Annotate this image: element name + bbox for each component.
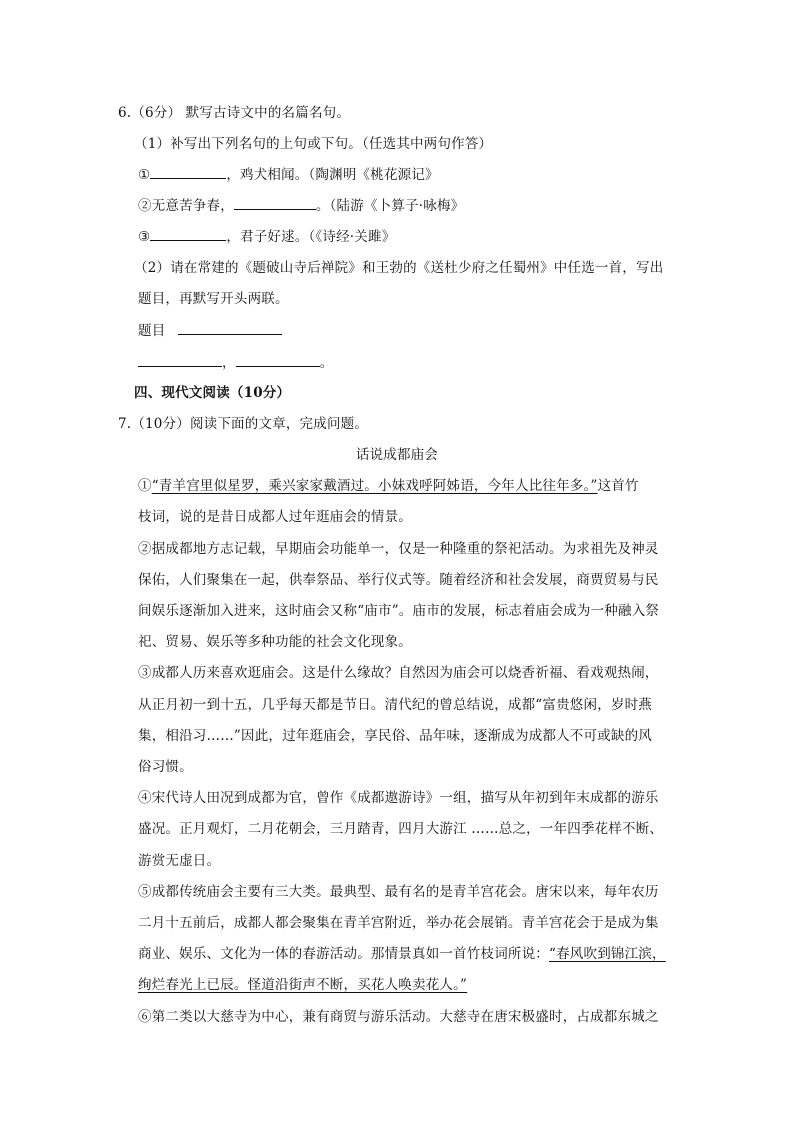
p1-poem-underlined: “青羊宫里似星罗，乘兴家家戴酒过。小妹戏呼阿姊语，今年人比往年多。” <box>151 478 598 494</box>
p5-poem-underlined-2: 绚烂春光上已辰。怪道沿街声不断，买花人唤卖花人。” <box>138 977 468 993</box>
q6-item1-blank[interactable] <box>150 164 226 179</box>
q6-couplet-comma: ， <box>222 355 236 371</box>
q6-title-blank[interactable] <box>178 320 282 335</box>
p3-line2: 从正月初一到十五，几乎每天都是节日。清代纪的曾总结说，成都“富贵悠闲，岁时燕 <box>138 697 653 713</box>
q6-item1-text: ，鸡犬相闻。（陶渊明《桃花源记》 <box>226 167 439 183</box>
p5-line1: ⑤成都传统庙会主要有三大类。最典型、最有名的是青羊宫花会。唐宋以来，每年农历 <box>138 884 659 900</box>
p5-line4 <box>138 975 467 995</box>
p5-line2: 二月十五前后，成都人都会聚集在青羊宫附近，举办花会展销。青羊宫花会于是成为集 <box>138 915 659 931</box>
p4-line3: 游赏无虚日。 <box>138 853 221 869</box>
q6-item3-blank[interactable] <box>150 226 226 241</box>
q6-couplet-period: 。 <box>319 355 334 371</box>
p2-line2: 保佑，人们聚集在一起，供奉祭品、举行仪式等。随着经济和社会发展，商贾贸易与民 <box>138 572 659 588</box>
q6-item3-text: ，君子好逑。（《诗经·关雎》 <box>226 229 396 245</box>
p3-line1: ③成都人历来喜欢逛庙会。这是什么缘故？自然因为庙会可以烧香祈福、看戏观热闹， <box>138 665 659 681</box>
p4-line2: 盛况。正月观灯，二月花朝会，三月踏青，四月大游江 ……总之，一年四季花样不断、 <box>138 821 664 837</box>
q6-title-row <box>138 320 282 341</box>
p5-poem-underlined-1: “春风吹到锦江滨， <box>549 946 666 962</box>
p3-line4: 俗习惯。 <box>138 759 193 775</box>
q6-item1-num: ① <box>138 167 151 183</box>
q7-header: 7.（10分）阅读下面的文章，完成问题。 <box>118 416 369 432</box>
p1-rest: 这首竹 <box>597 478 639 494</box>
p5-line3 <box>138 944 666 964</box>
q6-part2-line2: 题目，再默写开头两联。 <box>138 291 289 307</box>
q6-item2-blank[interactable] <box>234 195 316 210</box>
q6-part1-intro: （1）补写出下列名句的上句或下句。（任选其中两句作答） <box>134 136 493 152</box>
p5-line3-text: 商业、娱乐、文化为一体的春游活动。那情景真如一首竹枝词所说： <box>138 946 549 962</box>
q6-item3-num: ③ <box>138 229 151 245</box>
q6-header: 6.（6分） 默写古诗文中的名篇名句。 <box>118 105 351 121</box>
section4-heading: 四、现代文阅读（10分） <box>134 385 291 401</box>
q6-part2-line1: （2）请在常建的《题破山寺后禅院》和王勃的《送杜少府之任蜀州》中任选一首，写出 <box>134 260 664 276</box>
q6-item2 <box>138 195 464 216</box>
p2-line1: ②据成都地方志记载，早期庙会功能单一，仅是一种隆重的祭祀活动。为求祖先及神灵 <box>138 541 659 557</box>
q6-item3 <box>138 226 395 247</box>
article-title: 话说成都庙会 <box>355 447 439 463</box>
p2-line3: 间娱乐逐渐加入进来，这时庙会又称“庙市”。庙市的发展，标志着庙会成为一种融入祭 <box>138 603 660 619</box>
p6-line1: ⑥第二类以大慈寺为中心，兼有商贸与游乐活动。大慈寺在唐宋极盛时，占成都东城之 <box>138 1009 659 1025</box>
p1-num: ① <box>138 478 152 494</box>
q6-couplet-blank-1[interactable] <box>138 352 222 367</box>
q6-title-label: 题目 <box>138 323 166 339</box>
p1-line2: 枝词，说的是昔日成都人过年逛庙会的情景。 <box>138 509 412 525</box>
p1-line1 <box>138 476 639 496</box>
q6-couplet-blank-2[interactable] <box>236 352 320 367</box>
p4-line1: ④宋代诗人田况到成都为官，曾作《成都遨游诗》一组，描写从年初到年末成都的游乐 <box>138 790 659 806</box>
p3-line3: 集，相沿习……”因此，过年逛庙会，享民俗、品年味，逐渐成为成都人不可或缺的风 <box>138 728 653 744</box>
p2-line4: 祀、贸易、娱乐等多种功能的社会文化现象。 <box>138 634 412 650</box>
q6-item2-text-after: 。（陆游《卜算子·咏梅》 <box>315 198 465 214</box>
q6-couplet-row <box>138 352 333 373</box>
q6-item2-text-before: ②无意苦争春， <box>138 198 234 214</box>
q6-item1 <box>138 164 439 185</box>
